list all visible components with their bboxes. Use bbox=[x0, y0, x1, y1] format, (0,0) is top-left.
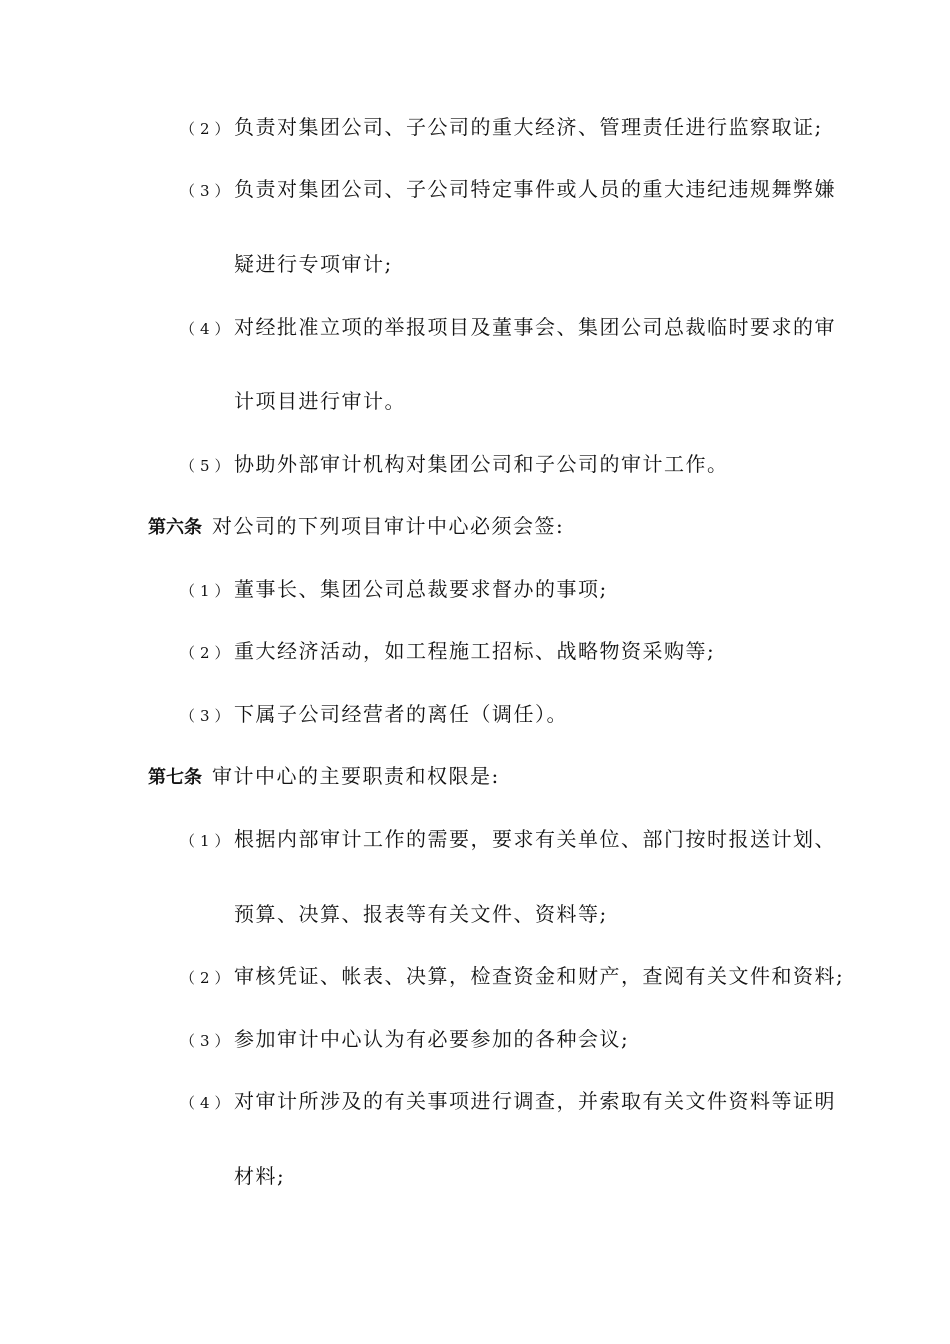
article-label: 第六条 bbox=[148, 517, 202, 538]
item-text: 材料; bbox=[234, 1164, 286, 1188]
item-text: 负责对集团公司、子公司的重大经济、管理责任进行监察取证; bbox=[234, 115, 823, 139]
article-heading bbox=[148, 762, 500, 792]
article-label: 第七条 bbox=[148, 767, 202, 788]
item-text: 协助外部审计机构对集团公司和子公司的审计工作。 bbox=[234, 452, 729, 476]
item-number: （2） bbox=[180, 120, 235, 138]
list-item-continuation bbox=[234, 250, 393, 278]
item-text: 预算、决算、报表等有关文件、资料等; bbox=[234, 902, 608, 926]
list-item-continuation bbox=[234, 1162, 285, 1190]
item-number: （3） bbox=[180, 182, 235, 200]
item-text: 负责对集团公司、子公司特定事件或人员的重大违纪违规舞弊嫌 bbox=[234, 177, 836, 201]
item-number: （4） bbox=[180, 320, 235, 338]
item-text: 根据内部审计工作的需要，要求有关单位、部门按时报送计划、 bbox=[234, 827, 836, 851]
item-text: 重大经济活动，如工程施工招标、战略物资采购等; bbox=[234, 639, 716, 663]
list-item bbox=[180, 1087, 836, 1117]
list-item-continuation bbox=[234, 387, 406, 415]
list-item bbox=[180, 1025, 629, 1055]
list-item bbox=[180, 825, 836, 855]
list-item bbox=[180, 313, 836, 343]
item-number: （1） bbox=[180, 832, 235, 850]
item-text: 下属子公司经营者的离任（调任）。 bbox=[234, 702, 568, 726]
item-number: （2） bbox=[180, 969, 235, 987]
item-text: 董事长、集团公司总裁要求督办的事项; bbox=[234, 577, 608, 601]
list-item-continuation bbox=[234, 900, 608, 928]
item-number: （2） bbox=[180, 644, 235, 662]
item-text: 对审计所涉及的有关事项进行调查，并索取有关文件资料等证明 bbox=[234, 1089, 836, 1113]
item-text: 对经批准立项的举报项目及董事会、集团公司总裁临时要求的审 bbox=[234, 315, 836, 339]
item-number: （4） bbox=[180, 1094, 235, 1112]
list-item bbox=[180, 962, 844, 992]
item-text: 计项目进行审计。 bbox=[234, 389, 406, 413]
item-number: （3） bbox=[180, 707, 235, 725]
item-text: 疑进行专项审计; bbox=[234, 252, 393, 276]
list-item bbox=[180, 637, 715, 667]
list-item bbox=[180, 113, 823, 143]
list-item bbox=[180, 700, 568, 730]
list-item bbox=[180, 575, 608, 605]
list-item bbox=[180, 450, 729, 480]
article-text: 对公司的下列项目审计中心必须会签: bbox=[212, 514, 565, 538]
item-text: 审核凭证、帐表、决算，检查资金和财产，查阅有关文件和资料; bbox=[234, 964, 845, 988]
article-text: 审计中心的主要职责和权限是: bbox=[212, 764, 500, 788]
item-number: （3） bbox=[180, 1032, 235, 1050]
list-item bbox=[180, 175, 836, 205]
item-number: （1） bbox=[180, 582, 235, 600]
item-number: （5） bbox=[180, 457, 235, 475]
article-heading bbox=[148, 512, 564, 542]
item-text: 参加审计中心认为有必要参加的各种会议; bbox=[234, 1027, 630, 1051]
